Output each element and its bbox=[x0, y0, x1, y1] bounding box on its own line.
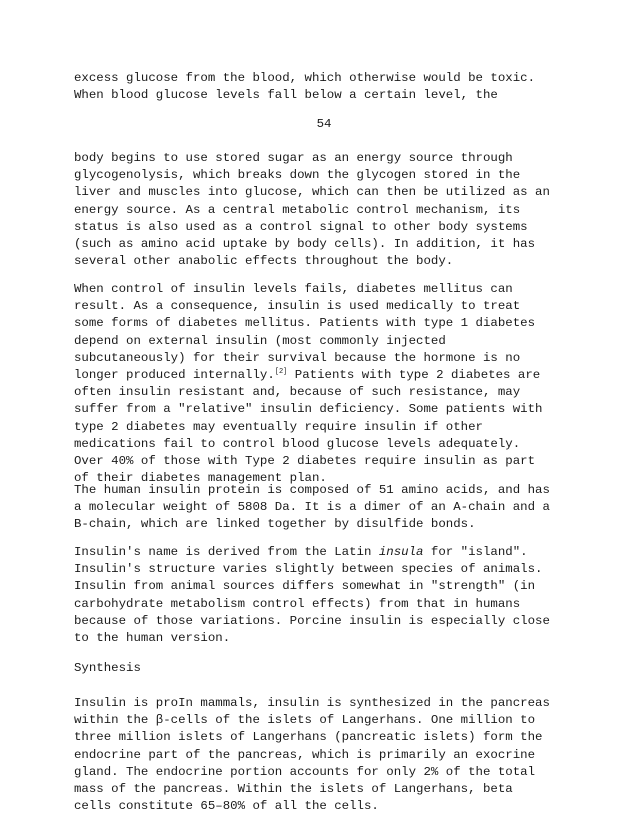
paragraph-diabetes bbox=[74, 281, 574, 487]
paragraph-name-origin bbox=[74, 544, 574, 647]
text-line: Insulin's structure varies slightly between species of animals. bbox=[74, 562, 543, 577]
text-line: medications fail to control blood glucose levels adequately. bbox=[74, 436, 521, 451]
text-fragment: for "island". bbox=[423, 545, 528, 559]
paragraph-metabolism bbox=[74, 150, 574, 270]
text-line: Insulin is proIn mammals, insulin is synthesized in the pancreas bbox=[74, 696, 550, 710]
text-line: B-chain, which are linked together by disulfide bonds. bbox=[74, 517, 476, 532]
text-line: three million islets of Langerhans (pancreatic islets) form the bbox=[74, 730, 543, 745]
text-fragment: Patients with type 2 diabetes are bbox=[287, 367, 541, 382]
text-line: status is also used as a control signal to other body systems bbox=[74, 219, 528, 234]
section-heading-text: Synthesis bbox=[74, 661, 141, 675]
text-line: Insulin from animal sources differs somewhat in "strength" (in bbox=[74, 579, 536, 594]
text-line: The human insulin protein is composed of 51 amino acids, and has bbox=[74, 483, 550, 497]
text-line: within the β-cells of the islets of Langerhans. One million to bbox=[74, 713, 536, 728]
paragraph-synthesis bbox=[74, 695, 574, 815]
text-line: When control of insulin levels fails, diabetes mellitus can bbox=[74, 282, 513, 296]
text-line: energy source. As a central metabolic control mechanism, its bbox=[74, 202, 521, 217]
paragraph-protein bbox=[74, 482, 574, 534]
reference-marker[interactable]: [2] bbox=[274, 367, 288, 376]
text-line: because of those variations. Porcine insulin is especially close bbox=[74, 613, 550, 628]
text-line: often insulin resistant and, because of such resistance, may bbox=[74, 385, 521, 400]
text-line: depend on external insulin (most commonly injected bbox=[74, 333, 446, 348]
text-line: excess glucose from the blood, which otherwise would be toxic. bbox=[74, 71, 536, 85]
text-line: carbohydrate metabolism control effects) from that in humans bbox=[74, 596, 521, 611]
text-line: Over 40% of those with Type 2 diabetes require insulin as part bbox=[74, 453, 536, 468]
page-number: 54 bbox=[316, 117, 332, 131]
text-line: liver and muscles into glucose, which can then be utilized as an bbox=[74, 185, 550, 200]
text-line-with-italic bbox=[74, 544, 574, 561]
italic-term: insula bbox=[378, 545, 424, 559]
text-line: subcutaneously) for their survival because the hormone is no bbox=[74, 350, 521, 365]
section-heading bbox=[74, 660, 574, 677]
text-line: When blood glucose levels fall below a certain level, the bbox=[74, 88, 498, 103]
text-line: of their diabetes management plan. bbox=[74, 471, 327, 486]
text-line: a molecular weight of 5808 Da. It is a dimer of an A-chain and a bbox=[74, 500, 550, 515]
text-line: suffer from a "relative" insulin deficiency. Some patients with bbox=[74, 402, 543, 417]
text-line: several other anabolic effects throughout the body. bbox=[74, 254, 454, 269]
text-line: endocrine part of the pancreas, which is primarily an exocrine bbox=[74, 747, 536, 762]
intro-text bbox=[74, 70, 574, 104]
text-line: mass of the pancreas. Within the islets of Langerhans, beta bbox=[74, 781, 513, 796]
text-fragment: Insulin's name is derived from the Latin bbox=[74, 545, 379, 559]
text-fragment: longer produced internally. bbox=[74, 367, 275, 382]
text-line: glycogenolysis, which breaks down the glycogen stored in the bbox=[74, 168, 521, 183]
text-line: gland. The endocrine portion accounts for only 2% of the total bbox=[74, 764, 536, 779]
text-line: result. As a consequence, insulin is used medically to treat bbox=[74, 299, 521, 314]
text-line: type 2 diabetes may eventually require insulin if other bbox=[74, 419, 483, 434]
text-line: some forms of diabetes mellitus. Patients with type 1 diabetes bbox=[74, 316, 536, 331]
text-line-with-reference bbox=[74, 367, 574, 384]
text-line: to the human version. bbox=[74, 630, 231, 645]
text-line: (such as amino acid uptake by body cells). In addition, it has bbox=[74, 236, 536, 251]
text-line: body begins to use stored sugar as an energy source through bbox=[74, 151, 513, 165]
text-line: cells constitute 65–80% of all the cells. bbox=[74, 799, 379, 814]
